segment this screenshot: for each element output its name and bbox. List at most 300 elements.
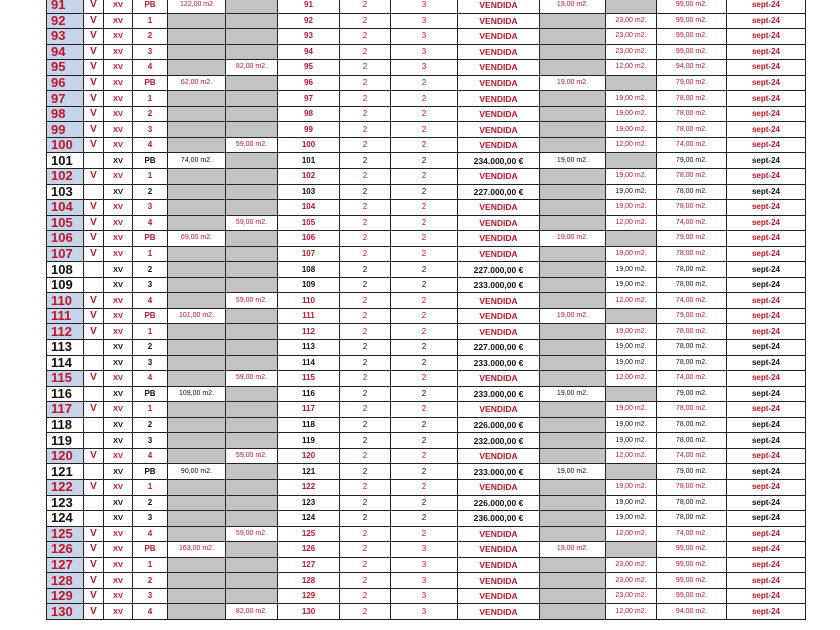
delivery-date-cell: sept-24 [727, 293, 806, 309]
bedrooms-cell: 2 [340, 106, 391, 122]
unit-id-cell: 91 [278, 0, 340, 13]
terrace-cell: 19,00 m2. [606, 355, 657, 371]
block-cell: XV [104, 557, 133, 573]
sold-mark-cell: V [84, 169, 104, 185]
roof-terrace-area-cell [226, 573, 278, 589]
delivery-date-cell: sept-24 [727, 433, 806, 449]
roof-terrace-area-cell [226, 246, 278, 262]
unit-number-cell: 113 [47, 340, 84, 356]
price-status-cell: VENDIDA [458, 324, 540, 340]
unit-id-cell: 101 [278, 153, 340, 169]
garden-area-cell [168, 184, 226, 200]
delivery-date-cell: sept-24 [727, 573, 806, 589]
bathrooms-cell: 2 [391, 324, 458, 340]
sold-mark-cell: V [84, 13, 104, 29]
table-row [47, 75, 806, 91]
roof-terrace-area-cell [226, 122, 278, 138]
unit-id-cell: 95 [278, 60, 340, 76]
sold-mark-cell: V [84, 44, 104, 60]
unit-id-cell: 123 [278, 495, 340, 511]
terrace-cell: 19,00 m2. [606, 402, 657, 418]
unit-number-cell: 110 [47, 293, 84, 309]
unit-number-cell: 123 [47, 495, 84, 511]
roof-terrace-area-cell [226, 277, 278, 293]
floor-cell: 4 [133, 371, 168, 387]
unit-number-cell: 98 [47, 106, 84, 122]
floor-cell: 1 [133, 402, 168, 418]
bedrooms-cell: 2 [340, 604, 391, 620]
delivery-date-cell: sept-24 [727, 402, 806, 418]
built-area-cell: 79,00 m2. [657, 75, 727, 91]
price-status-cell: VENDIDA [458, 60, 540, 76]
price-status-cell: VENDIDA [458, 215, 540, 231]
built-area-cell: 74,00 m2. [657, 371, 727, 387]
bathrooms-cell: 2 [391, 402, 458, 418]
sold-mark-cell: V [84, 75, 104, 91]
unit-id-cell: 94 [278, 44, 340, 60]
built-area-cell: 78,00 m2. [657, 122, 727, 138]
table-row [47, 604, 806, 620]
floor-cell: 4 [133, 526, 168, 542]
table-row [47, 324, 806, 340]
block-cell: XV [104, 246, 133, 262]
unit-id-cell: 115 [278, 371, 340, 387]
bathrooms-cell: 3 [391, 542, 458, 558]
floor-cell: 2 [133, 495, 168, 511]
ground-terrace-cell [540, 262, 606, 278]
garden-area-cell [168, 417, 226, 433]
bedrooms-cell: 2 [340, 308, 391, 324]
sold-mark-cell: V [84, 91, 104, 107]
terrace-cell: 12,00 m2. [606, 293, 657, 309]
delivery-date-cell: sept-24 [727, 0, 806, 13]
delivery-date-cell: sept-24 [727, 215, 806, 231]
delivery-date-cell: sept-24 [727, 308, 806, 324]
built-area-cell: 78,00 m2. [657, 433, 727, 449]
table-row [47, 464, 806, 480]
ground-terrace-cell [540, 60, 606, 76]
roof-terrace-area-cell [226, 169, 278, 185]
unit-number-cell: 124 [47, 511, 84, 527]
built-area-cell: 99,00 m2. [657, 588, 727, 604]
bedrooms-cell: 2 [340, 0, 391, 13]
bathrooms-cell: 2 [391, 464, 458, 480]
block-cell: XV [104, 417, 133, 433]
terrace-cell: 23,00 m2. [606, 557, 657, 573]
built-area-cell: 99,00 m2. [657, 542, 727, 558]
price-status-cell: 233.000,00 € [458, 464, 540, 480]
floor-cell: PB [133, 386, 168, 402]
price-status-cell: 226.000,00 € [458, 417, 540, 433]
price-status-cell: 227.000,00 € [458, 184, 540, 200]
bathrooms-cell: 2 [391, 137, 458, 153]
sold-mark-cell [84, 184, 104, 200]
bathrooms-cell: 2 [391, 293, 458, 309]
unit-number-cell: 92 [47, 13, 84, 29]
block-cell: XV [104, 588, 133, 604]
block-cell: XV [104, 542, 133, 558]
price-status-cell: VENDIDA [458, 402, 540, 418]
block-cell: XV [104, 495, 133, 511]
garden-area-cell [168, 44, 226, 60]
terrace-cell: 19,00 m2. [606, 184, 657, 200]
bedrooms-cell: 2 [340, 386, 391, 402]
bathrooms-cell: 2 [391, 371, 458, 387]
built-area-cell: 94,00 m2. [657, 604, 727, 620]
sold-mark-cell [84, 464, 104, 480]
table-row [47, 448, 806, 464]
floor-cell: PB [133, 153, 168, 169]
price-status-cell: VENDIDA [458, 75, 540, 91]
table-row [47, 557, 806, 573]
floor-cell: 3 [133, 44, 168, 60]
built-area-cell: 79,00 m2. [657, 464, 727, 480]
bedrooms-cell: 2 [340, 169, 391, 185]
terrace-cell: 12,00 m2. [606, 137, 657, 153]
floor-cell: 1 [133, 169, 168, 185]
block-cell: XV [104, 511, 133, 527]
terrace-cell: 23,00 m2. [606, 13, 657, 29]
unit-number-cell: 104 [47, 200, 84, 216]
roof-terrace-area-cell: 82,00 m2. [226, 60, 278, 76]
garden-area-cell [168, 277, 226, 293]
unit-id-cell: 118 [278, 417, 340, 433]
bathrooms-cell: 3 [391, 13, 458, 29]
garden-area-cell [168, 137, 226, 153]
terrace-cell: 23,00 m2. [606, 588, 657, 604]
roof-terrace-area-cell [226, 13, 278, 29]
sold-mark-cell: V [84, 371, 104, 387]
unit-number-cell: 117 [47, 402, 84, 418]
delivery-date-cell: sept-24 [727, 137, 806, 153]
price-status-cell: 232.000,00 € [458, 433, 540, 449]
unit-id-cell: 121 [278, 464, 340, 480]
ground-terrace-cell [540, 122, 606, 138]
unit-id-cell: 107 [278, 246, 340, 262]
garden-area-cell [168, 122, 226, 138]
terrace-cell: 19,00 m2. [606, 495, 657, 511]
unit-number-cell: 126 [47, 542, 84, 558]
roof-terrace-area-cell [226, 417, 278, 433]
unit-number-cell: 99 [47, 122, 84, 138]
built-area-cell: 74,00 m2. [657, 448, 727, 464]
table-row [47, 91, 806, 107]
bathrooms-cell: 2 [391, 262, 458, 278]
garden-area-cell [168, 200, 226, 216]
ground-terrace-cell [540, 246, 606, 262]
block-cell: XV [104, 308, 133, 324]
unit-id-cell: 126 [278, 542, 340, 558]
bathrooms-cell: 2 [391, 246, 458, 262]
delivery-date-cell: sept-24 [727, 371, 806, 387]
sold-mark-cell [84, 433, 104, 449]
garden-area-cell [168, 60, 226, 76]
ground-terrace-cell [540, 200, 606, 216]
garden-area-cell: 101,00 m2. [168, 308, 226, 324]
delivery-date-cell: sept-24 [727, 526, 806, 542]
bedrooms-cell: 2 [340, 75, 391, 91]
floor-cell: 4 [133, 448, 168, 464]
terrace-cell: 23,00 m2. [606, 44, 657, 60]
bedrooms-cell: 2 [340, 262, 391, 278]
table-row [47, 277, 806, 293]
table-row [47, 355, 806, 371]
bathrooms-cell: 2 [391, 355, 458, 371]
ground-terrace-cell: 19,00 m2. [540, 0, 606, 13]
sold-mark-cell: V [84, 324, 104, 340]
built-area-cell: 99,00 m2. [657, 29, 727, 45]
terrace-cell: 19,00 m2. [606, 340, 657, 356]
built-area-cell: 79,00 m2. [657, 386, 727, 402]
garden-area-cell [168, 340, 226, 356]
ground-terrace-cell [540, 277, 606, 293]
garden-area-cell: 163,00 m2. [168, 542, 226, 558]
unit-number-cell: 101 [47, 153, 84, 169]
bathrooms-cell: 2 [391, 75, 458, 91]
roof-terrace-area-cell [226, 262, 278, 278]
floor-cell: 4 [133, 293, 168, 309]
block-cell: XV [104, 75, 133, 91]
delivery-date-cell: sept-24 [727, 464, 806, 480]
block-cell: XV [104, 371, 133, 387]
delivery-date-cell: sept-24 [727, 91, 806, 107]
garden-area-cell: 109,00 m2. [168, 386, 226, 402]
delivery-date-cell: sept-24 [727, 277, 806, 293]
price-status-cell: VENDIDA [458, 479, 540, 495]
bedrooms-cell: 2 [340, 293, 391, 309]
sold-mark-cell [84, 277, 104, 293]
roof-terrace-area-cell: 59,00 m2. [226, 137, 278, 153]
garden-area-cell [168, 13, 226, 29]
built-area-cell: 78,00 m2. [657, 340, 727, 356]
terrace-cell [606, 153, 657, 169]
sold-mark-cell: V [84, 604, 104, 620]
unit-id-cell: 119 [278, 433, 340, 449]
sold-mark-cell: V [84, 137, 104, 153]
ground-terrace-cell [540, 479, 606, 495]
price-status-cell: VENDIDA [458, 137, 540, 153]
table-row [47, 246, 806, 262]
price-status-cell: VENDIDA [458, 29, 540, 45]
unit-number-cell: 108 [47, 262, 84, 278]
delivery-date-cell: sept-24 [727, 169, 806, 185]
bedrooms-cell: 2 [340, 184, 391, 200]
price-status-cell: VENDIDA [458, 91, 540, 107]
price-status-cell: VENDIDA [458, 308, 540, 324]
built-area-cell: 78,00 m2. [657, 262, 727, 278]
unit-id-cell: 124 [278, 511, 340, 527]
bathrooms-cell: 2 [391, 433, 458, 449]
terrace-cell [606, 464, 657, 480]
bathrooms-cell: 2 [391, 169, 458, 185]
floor-cell: 4 [133, 137, 168, 153]
unit-id-cell: 114 [278, 355, 340, 371]
built-area-cell: 78,00 m2. [657, 91, 727, 107]
garden-area-cell [168, 293, 226, 309]
delivery-date-cell: sept-24 [727, 417, 806, 433]
terrace-cell [606, 386, 657, 402]
delivery-date-cell: sept-24 [727, 262, 806, 278]
bathrooms-cell: 2 [391, 184, 458, 200]
unit-number-cell: 127 [47, 557, 84, 573]
ground-terrace-cell [540, 169, 606, 185]
ground-terrace-cell: 19,00 m2. [540, 308, 606, 324]
delivery-date-cell: sept-24 [727, 44, 806, 60]
built-area-cell: 99,00 m2. [657, 573, 727, 589]
unit-number-cell: 118 [47, 417, 84, 433]
price-status-cell: VENDIDA [458, 448, 540, 464]
sold-mark-cell: V [84, 479, 104, 495]
floor-cell: 2 [133, 573, 168, 589]
price-status-cell: VENDIDA [458, 0, 540, 13]
garden-area-cell [168, 169, 226, 185]
ground-terrace-cell: 19,00 m2. [540, 386, 606, 402]
unit-id-cell: 120 [278, 448, 340, 464]
built-area-cell: 78,00 m2. [657, 355, 727, 371]
garden-area-cell: 90,00 m2. [168, 464, 226, 480]
bedrooms-cell: 2 [340, 29, 391, 45]
block-cell: XV [104, 262, 133, 278]
bedrooms-cell: 2 [340, 542, 391, 558]
ground-terrace-cell [540, 91, 606, 107]
terrace-cell [606, 0, 657, 13]
floor-cell: 1 [133, 13, 168, 29]
price-status-cell: VENDIDA [458, 44, 540, 60]
block-cell: XV [104, 604, 133, 620]
garden-area-cell [168, 433, 226, 449]
bedrooms-cell: 2 [340, 324, 391, 340]
property-price-sheet [46, 0, 805, 620]
bedrooms-cell: 2 [340, 464, 391, 480]
sold-mark-cell: V [84, 308, 104, 324]
unit-number-cell: 125 [47, 526, 84, 542]
price-status-cell: 236.000,00 € [458, 511, 540, 527]
garden-area-cell [168, 262, 226, 278]
unit-id-cell: 104 [278, 200, 340, 216]
terrace-cell: 12,00 m2. [606, 526, 657, 542]
ground-terrace-cell [540, 371, 606, 387]
price-status-cell: VENDIDA [458, 106, 540, 122]
unit-id-cell: 93 [278, 29, 340, 45]
terrace-cell: 19,00 m2. [606, 324, 657, 340]
unit-number-cell: 91 [47, 0, 84, 13]
sold-mark-cell [84, 511, 104, 527]
bedrooms-cell: 2 [340, 511, 391, 527]
sold-mark-cell: V [84, 60, 104, 76]
ground-terrace-cell [540, 495, 606, 511]
price-status-cell: VENDIDA [458, 169, 540, 185]
bathrooms-cell: 2 [391, 495, 458, 511]
sold-mark-cell: V [84, 246, 104, 262]
bathrooms-cell: 3 [391, 44, 458, 60]
bedrooms-cell: 2 [340, 122, 391, 138]
unit-id-cell: 97 [278, 91, 340, 107]
table-row [47, 573, 806, 589]
table-row [47, 137, 806, 153]
unit-number-cell: 120 [47, 448, 84, 464]
terrace-cell [606, 542, 657, 558]
built-area-cell: 78,00 m2. [657, 277, 727, 293]
price-status-cell: 233.000,00 € [458, 277, 540, 293]
ground-terrace-cell: 19,00 m2. [540, 75, 606, 91]
block-cell: XV [104, 355, 133, 371]
bathrooms-cell: 2 [391, 386, 458, 402]
price-status-cell: VENDIDA [458, 231, 540, 247]
unit-number-cell: 122 [47, 479, 84, 495]
unit-id-cell: 106 [278, 231, 340, 247]
price-status-cell: VENDIDA [458, 246, 540, 262]
unit-number-cell: 129 [47, 588, 84, 604]
garden-area-cell [168, 604, 226, 620]
bathrooms-cell: 3 [391, 29, 458, 45]
terrace-cell: 12,00 m2. [606, 604, 657, 620]
bedrooms-cell: 2 [340, 495, 391, 511]
built-area-cell: 79,00 m2. [657, 231, 727, 247]
delivery-date-cell: sept-24 [727, 479, 806, 495]
unit-id-cell: 122 [278, 479, 340, 495]
roof-terrace-area-cell [226, 433, 278, 449]
bathrooms-cell: 2 [391, 308, 458, 324]
bedrooms-cell: 2 [340, 526, 391, 542]
sold-mark-cell [84, 417, 104, 433]
roof-terrace-area-cell [226, 557, 278, 573]
roof-terrace-area-cell [226, 324, 278, 340]
unit-id-cell: 105 [278, 215, 340, 231]
table-row [47, 371, 806, 387]
built-area-cell: 78,00 m2. [657, 184, 727, 200]
terrace-cell: 19,00 m2. [606, 277, 657, 293]
block-cell: XV [104, 137, 133, 153]
unit-id-cell: 99 [278, 122, 340, 138]
ground-terrace-cell [540, 604, 606, 620]
delivery-date-cell: sept-24 [727, 386, 806, 402]
unit-number-cell: 112 [47, 324, 84, 340]
built-area-cell: 74,00 m2. [657, 215, 727, 231]
bedrooms-cell: 2 [340, 479, 391, 495]
ground-terrace-cell: 19,00 m2. [540, 231, 606, 247]
bedrooms-cell: 2 [340, 417, 391, 433]
delivery-date-cell: sept-24 [727, 604, 806, 620]
roof-terrace-area-cell [226, 495, 278, 511]
roof-terrace-area-cell [226, 464, 278, 480]
built-area-cell: 78,00 m2. [657, 106, 727, 122]
roof-terrace-area-cell [226, 308, 278, 324]
bedrooms-cell: 2 [340, 60, 391, 76]
unit-number-cell: 107 [47, 246, 84, 262]
table-row [47, 386, 806, 402]
terrace-cell [606, 308, 657, 324]
unit-number-cell: 102 [47, 169, 84, 185]
table-row [47, 122, 806, 138]
roof-terrace-area-cell [226, 479, 278, 495]
ground-terrace-cell [540, 588, 606, 604]
ground-terrace-cell [540, 340, 606, 356]
floor-cell: 3 [133, 200, 168, 216]
bathrooms-cell: 2 [391, 122, 458, 138]
delivery-date-cell: sept-24 [727, 340, 806, 356]
price-status-cell: VENDIDA [458, 588, 540, 604]
price-status-cell: VENDIDA [458, 200, 540, 216]
ground-terrace-cell: 19,00 m2. [540, 153, 606, 169]
terrace-cell: 12,00 m2. [606, 60, 657, 76]
price-status-cell: VENDIDA [458, 122, 540, 138]
sold-mark-cell: V [84, 215, 104, 231]
bathrooms-cell: 2 [391, 448, 458, 464]
garden-area-cell [168, 29, 226, 45]
price-status-cell: 234.000,00 € [458, 153, 540, 169]
terrace-cell: 12,00 m2. [606, 215, 657, 231]
block-cell: XV [104, 215, 133, 231]
